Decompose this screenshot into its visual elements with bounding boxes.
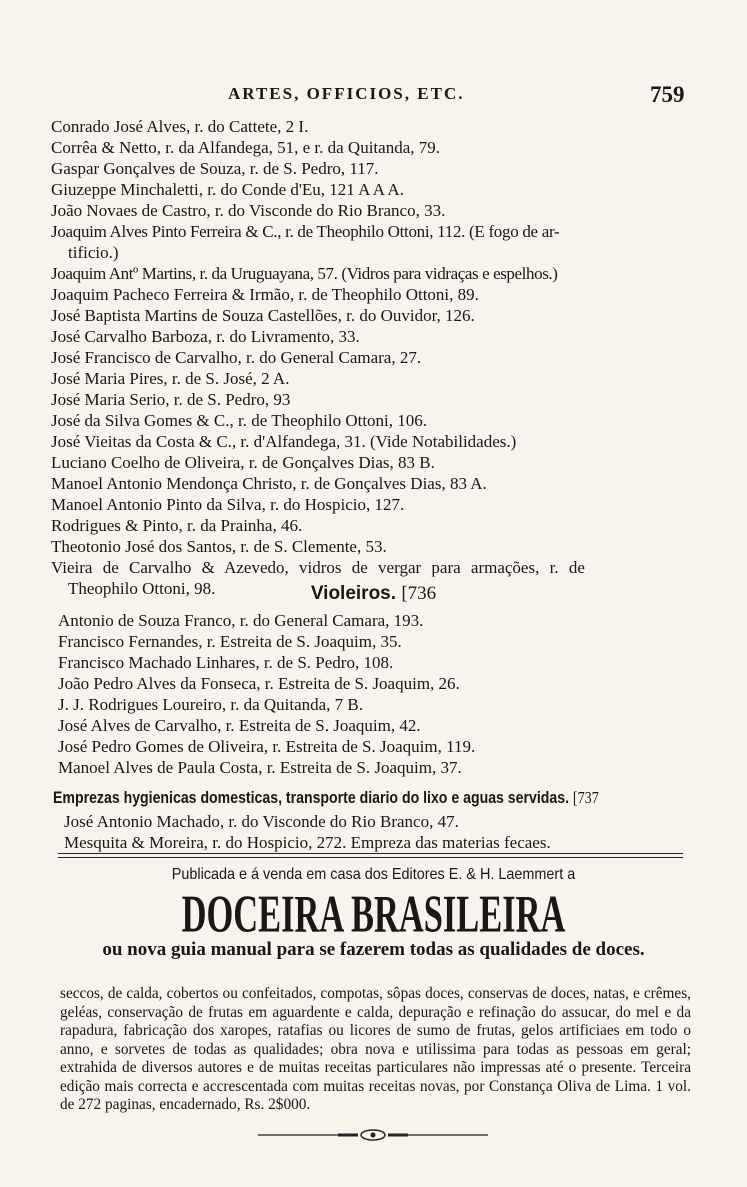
list-item: José Maria Pires, r. de S. José, 2 A. [51, 369, 290, 388]
list-item: Gaspar Gonçalves de Souza, r. de S. Pedro, 117. [51, 159, 379, 178]
divider-rule [58, 853, 683, 854]
violeiros-entries [58, 610, 475, 778]
list-item: Manoel Alves de Paula Costa, r. Estreita de S. Joaquim, 37. [58, 758, 462, 777]
section-reference: [736 [401, 583, 437, 604]
list-item: Luciano Coelho de Oliveira, r. de Gonçalves Dias, 83 B. [51, 453, 435, 472]
list-item: Antonio de Souza Franco, r. do General Camara, 193. [58, 611, 424, 630]
list-item: José Antonio Machado, r. do Visconde do Rio Branco, 47. [64, 812, 459, 831]
section-title: Violeiros. [310, 583, 397, 604]
list-item: Joaquim Pacheco Ferreira & Irmão, r. de Theophilo Ottoni, 89. [51, 285, 479, 304]
list-item-continuation: Theophilo Ottoni, 98. [68, 579, 216, 598]
list-item: José Alves de Carvalho, r. Estreita de S. Joaquim, 42. [58, 716, 421, 735]
section-reference: [737 [572, 788, 599, 807]
advert-subtitle: ou nova guia manual para se fazerem todas as qualidades de doces. [102, 939, 645, 960]
ornament-divider [258, 1128, 488, 1142]
list-item: Joaquim Antº Martins, r. da Uruguayana, 57. (Vidros para vidraças e espelhos.) [51, 264, 558, 283]
list-item: Manoel Antonio Pinto da Silva, r. do Hospicio, 127. [51, 495, 405, 514]
list-item: José Baptista Martins de Souza Castellões, r. do Ouvidor, 126. [51, 306, 475, 325]
section-heading-empresas [53, 788, 599, 808]
list-item: José Francisco de Carvalho, r. do General Camara, 27. [51, 348, 422, 367]
list-item: Francisco Fernandes, r. Estreita de S. Joaquim, 35. [58, 632, 402, 651]
list-item: Mesquita & Moreira, r. do Hospicio, 272. Empreza das materias fecaes. [64, 833, 551, 852]
page-header [0, 82, 747, 112]
publisher-line: Publicada e á venda em casa dos Editores E. & H. Laemmert a [171, 866, 576, 883]
list-item: Manoel Antonio Mendonça Christo, r. de Gonçalves Dias, 83 A. [51, 474, 487, 493]
directory-entries [51, 116, 691, 599]
list-item: José Carvalho Barboza, r. do Livramento, 33. [51, 327, 360, 346]
list-item: João Pedro Alves da Fonseca, r. Estreita de S. Joaquim, 26. [58, 674, 460, 693]
list-item: Giuzeppe Minchaletti, r. do Conde d'Eu, 121 A A A. [51, 180, 404, 199]
section-heading-violeiros [0, 583, 747, 605]
list-item: José Vieitas da Costa & C., r. d'Alfandega, 31. (Vide Notabilidades.) [51, 432, 517, 451]
list-item: Conrado José Alves, r. do Cattete, 2 I. [51, 117, 309, 136]
list-item: José Maria Serio, r. de S. Pedro, 93 [51, 390, 291, 409]
list-item: J. J. Rodrigues Loureiro, r. da Quitanda, 7 B. [58, 695, 364, 714]
list-item: José Pedro Gomes de Oliveira, r. Estreita de S. Joaquim, 119. [58, 737, 476, 756]
ornament-dot [371, 1133, 376, 1138]
list-item: José da Silva Gomes & C., r. de Theophilo Ottoni, 106. [51, 411, 428, 430]
list-item: João Novaes de Castro, r. do Visconde do Rio Branco, 33. [51, 201, 446, 220]
list-item: Vieira de Carvalho & Azevedo, vidros de vergar para armações, r. de [51, 558, 585, 577]
section-title: Emprezas hygienicas domesticas, transporte diario do lixo e aguas servidas. [53, 788, 570, 807]
divider-rule [58, 857, 683, 858]
advert-description: seccos, de calda, cobertos ou confeitados, compotas, sôpas doces, conservas de doces, natas, e crêmes, geléas, conservação de frutas em aguardente e calda, depuração e refinação do assucar, do mel e da rapadura, fabricação dos xaropes, ratafias ou licores de sumo de frutas, gelos artificiaes em todo o anno, e sorvetes de todas as qualidades; obra nova e utilissima para todas as pessoas em geral; extrahida de diversos autores e de muitas receitas particulares não impressas até o presente. Terceira edição mais correcta e accrescentada com muitas receitas novas, por Constança Oliva de Lima. 1 vol. de 272 paginas, encadernado, Rs. 2$000. [60, 985, 691, 1113]
empresas-entries [64, 811, 551, 853]
page-number: 759 [650, 82, 685, 107]
list-item-continuation: tificio.) [68, 243, 119, 262]
advert-book-title: DOCEIRA BRASILEIRA [181, 886, 566, 944]
list-item: Rodrigues & Pinto, r. da Prainha, 46. [51, 516, 303, 535]
running-title: ARTES, OFFICIOS, ETC. [228, 84, 465, 103]
list-item: Francisco Machado Linhares, r. de S. Pedro, 108. [58, 653, 394, 672]
list-item: Joaquim Alves Pinto Ferreira & C., r. de Theophilo Ottoni, 112. (E fogo de ar- [51, 222, 560, 241]
list-item: Theotonio José dos Santos, r. de S. Clemente, 53. [51, 537, 387, 556]
list-item: Corrêa & Netto, r. da Alfandega, 51, e r. da Quitanda, 79. [51, 138, 440, 157]
